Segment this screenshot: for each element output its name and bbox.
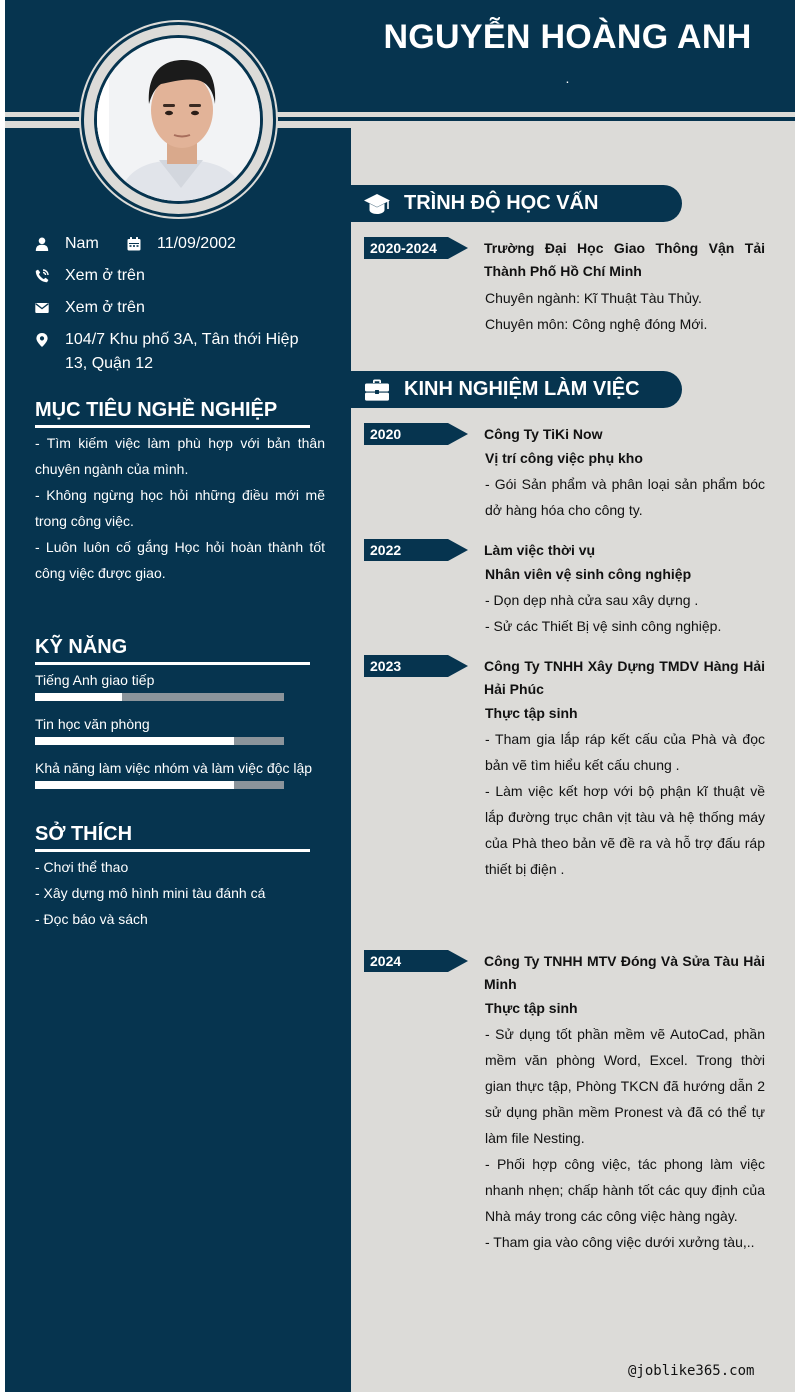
job-detail: - Gói Sản phẩm và phân loại sản phẩm bóc dở hàng hóa cho công ty. [485,476,765,518]
experience-entry [484,655,765,882]
skill-bar-fill [35,737,234,745]
company-name: Công Ty TNHH MTV Đóng Và Sửa Tàu Hải Minh [484,953,765,992]
job-detail: - Dọn dẹp nhà cửa sau xây dựng . [485,592,699,608]
phone-icon [35,264,49,288]
experience-year: 2024 [364,950,448,972]
school-name: Trường Đại Học Giao Thông Vận Tải Thành Phố Hồ Chí Minh [484,240,765,279]
job-detail: - Sử các Thiết Bị vệ sinh công nghiệp. [485,618,722,634]
candidate-name: NGUYỄN HOÀNG ANH [383,18,752,56]
candidate-subtitle: . [565,70,570,86]
company-name: Làm việc thời vụ [484,542,596,558]
objective-line: - Không ngừng học hỏi những điều mới mẽ trong công việc. [35,487,325,529]
envelope-icon [35,296,49,320]
job-detail: - Sử dụng tốt phần mềm vẽ AutoCad, phần mềm văn phòng Word, Excel. Trong thời gian thực tập, Phòng TKCN đã hướng dẫn 2 sử dụng phần mềm Pronest và đã có thể tự làm file Nesting. [485,1026,765,1146]
user-icon [35,232,49,256]
avatar [94,35,263,204]
experience-entry [484,539,765,639]
job-role: Nhân viên vệ sinh công nghiệp [485,566,692,582]
experience-title: KINH NGHIỆM LÀM VIỆC [404,378,640,400]
skill-bar-fill [35,781,234,789]
birthdate-value: 11/09/2002 [157,235,236,252]
experience-year-tag [364,655,468,677]
education-detail: Chuyên ngành: Kĩ Thuật Tàu Thủy. [485,290,702,306]
objective-text [35,430,325,586]
objective-line: - Luôn luôn cố gắng Học hỏi hoàn thành tốt công việc được giao. [35,539,325,581]
objective-line: - Tìm kiếm việc làm phù hợp với bản thân chuyên ngành của mình. [35,435,325,477]
address-row [35,328,325,376]
job-role: Thực tập sinh [485,705,578,721]
education-header [351,185,682,222]
hobby-item: - Xây dựng mô hình mini tàu đánh cá [35,885,266,901]
job-detail: - Phối hợp công việc, tác phong làm việc nhanh nhẹn; chấp hành tốt các quy định của Nhà máy trong các công việc hàng ngày. [485,1156,765,1224]
hobby-item: - Chơi thể thao [35,859,129,875]
experience-header [351,371,682,408]
phone-row [35,264,145,288]
skill-bar [35,693,284,701]
address-value: 104/7 Khu phố 3A, Tân thới Hiệp 13, Quận 12 [65,331,299,372]
sidebar [5,128,351,1392]
skill-bar-fill [35,693,122,701]
calendar-icon [127,232,141,256]
email-value: Xem ở trên [65,299,145,316]
gender-row [35,232,236,256]
education-years-tag [364,237,468,259]
experience-year-tag [364,950,468,972]
graduation-cap-icon [364,191,390,217]
job-detail: - Tham gia vào công việc dưới xưởng tàu,.. [485,1234,755,1250]
skill-label: Tin học văn phòng [35,716,150,732]
experience-year-tag [364,423,468,445]
job-role: Thực tập sinh [485,1000,578,1016]
company-name: Công Ty TiKi Now [484,426,603,442]
experience-year-tag [364,539,468,561]
hobby-item: - Đọc báo và sách [35,911,148,927]
resume-page [5,0,795,1392]
footer-credit: @joblike365.com [628,1363,755,1379]
gender-value: Nam [65,235,99,252]
education-detail: Chuyên môn: Công nghệ đóng Mới. [485,316,708,332]
portrait-photo [97,38,263,204]
education-entry [484,237,765,337]
hobbies-title: SỞ THÍCH [35,823,310,852]
skill-label: Tiếng Anh giao tiếp [35,672,155,688]
experience-entry [484,950,765,1255]
skill-label: Khả năng làm việc nhóm và làm việc độc lập [35,760,313,776]
experience-entry [484,423,765,523]
education-years: 2020-2024 [364,237,448,259]
company-name: Công Ty TNHH Xây Dựng TMDV Hàng Hải Hải Phúc [484,658,765,697]
job-role: Vị trí công việc phụ kho [485,450,643,466]
job-detail: - Tham gia lắp ráp kết cấu của Phà và đọc bản vẽ tìm hiểu kết cấu chung . [485,731,765,773]
map-pin-icon [35,328,49,352]
job-detail: - Làm việc kết hơp với bộ phận kĩ thuật về lắp đường trục chân vịt tàu và hệ thống máy của Phà theo bản vẽ đề ra và hỗ trợ đấu ráp thiết bị điện . [485,783,765,877]
education-title: TRÌNH ĐỘ HỌC VẤN [404,192,599,214]
avatar-frame [81,22,276,217]
skill-bar [35,781,284,789]
phone-value: Xem ở trên [65,267,145,284]
objective-title: MỤC TIÊU NGHỀ NGHIỆP [35,399,310,428]
experience-year: 2022 [364,539,448,561]
skill-bar [35,737,284,745]
experience-year: 2020 [364,423,448,445]
briefcase-icon [364,377,390,403]
skills-title: KỸ NĂNG [35,636,310,665]
experience-year: 2023 [364,655,448,677]
email-row [35,296,145,320]
